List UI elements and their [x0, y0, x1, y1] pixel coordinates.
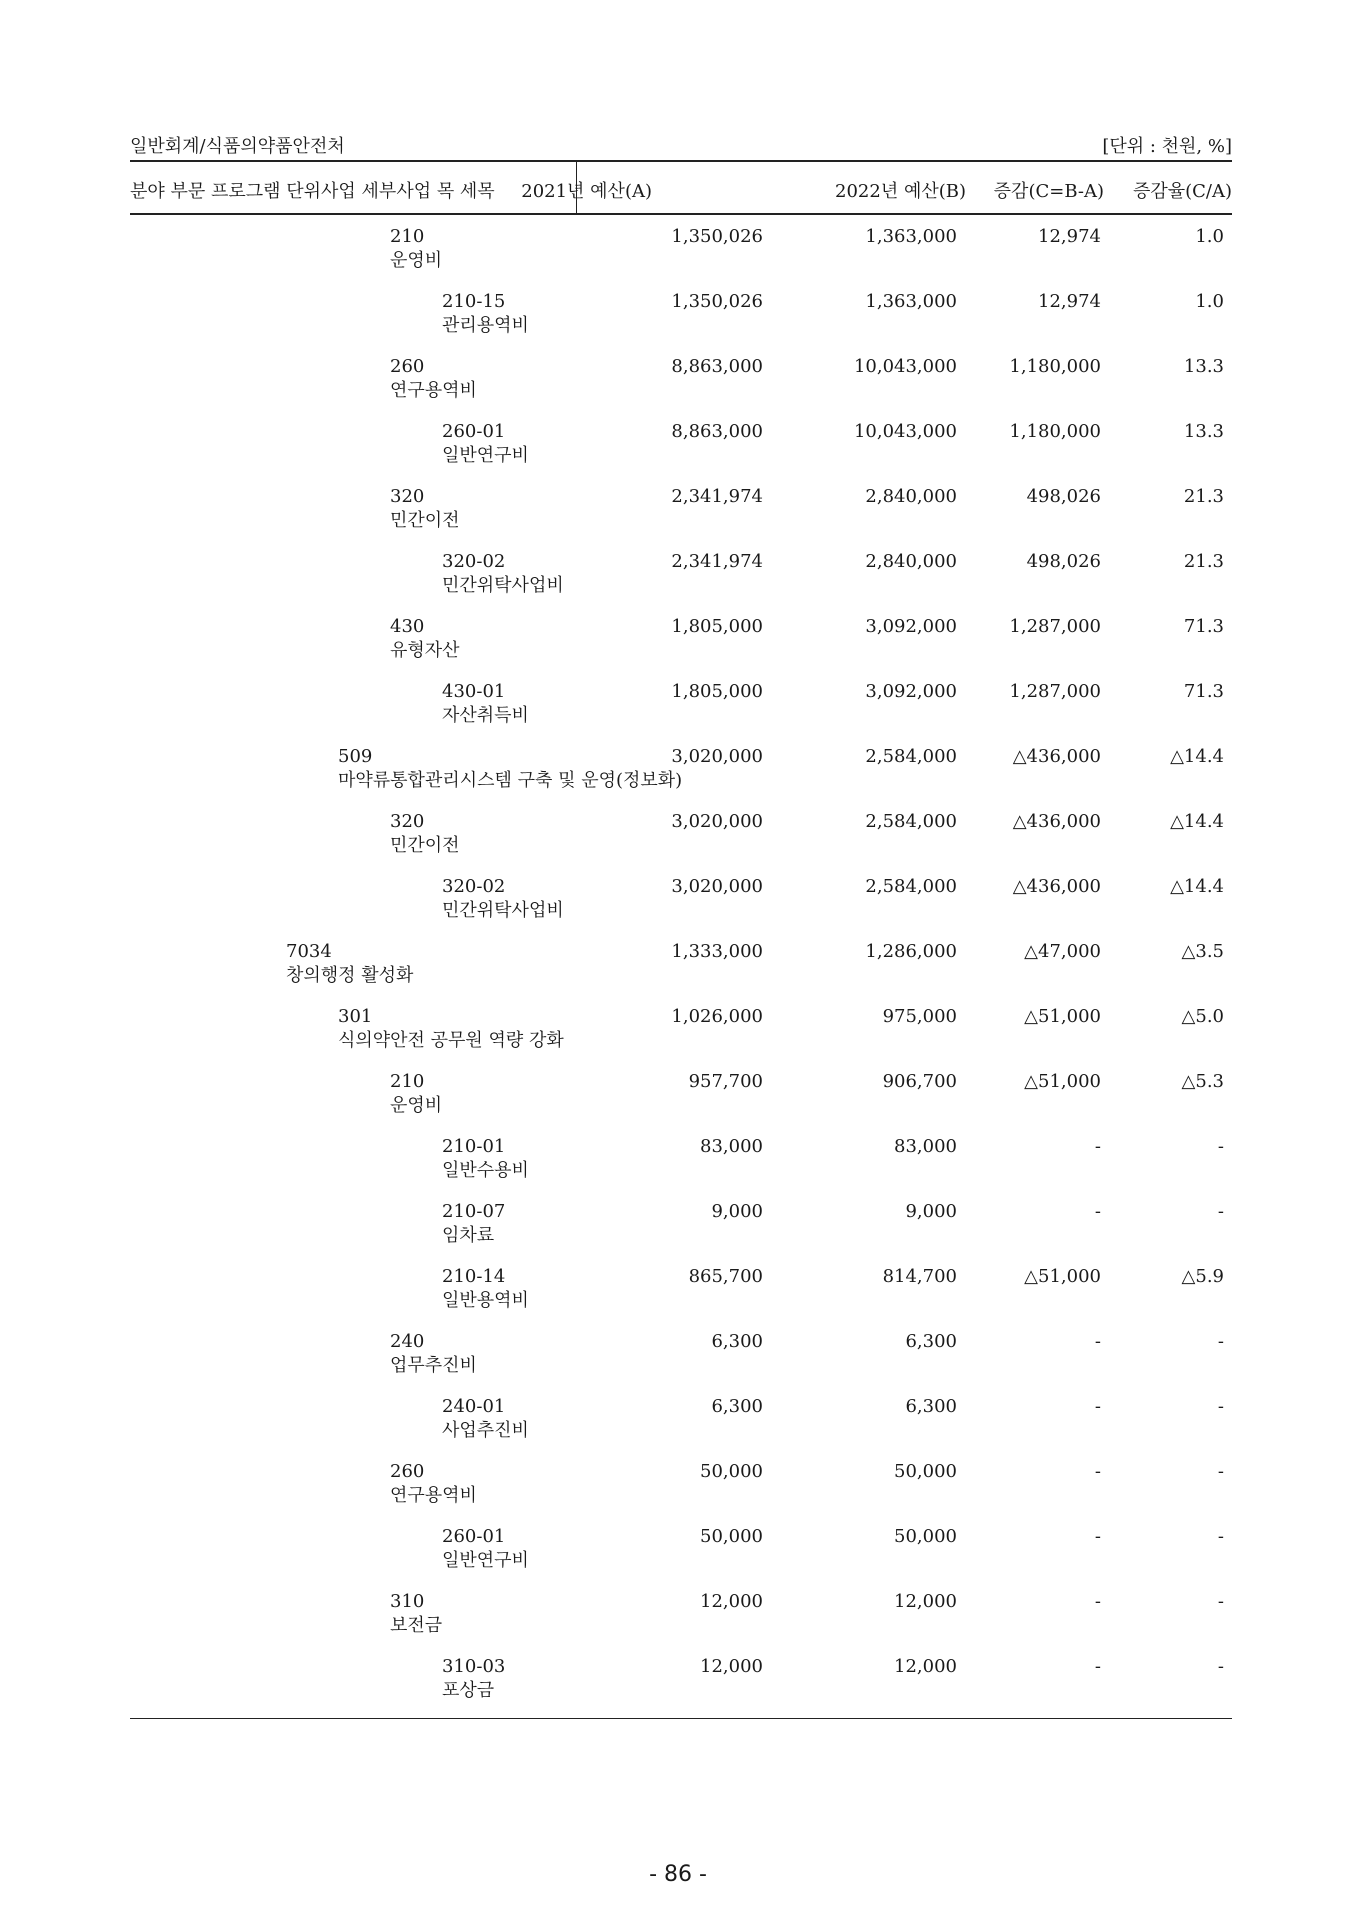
row-name: 보전금 [390, 1615, 443, 1636]
budget-2021-value: 1,350,026 [671, 291, 763, 312]
row-code: 260-01 [442, 421, 506, 442]
change-value: - [1094, 1526, 1101, 1547]
row-code: 210-01 [442, 1136, 506, 1157]
row-name: 관리용역비 [442, 315, 529, 336]
budget-2022-value: 50,000 [894, 1461, 957, 1482]
account-title: 일반회계/식품의약품안전처 [130, 136, 345, 157]
budget-2022-value: 50,000 [894, 1526, 957, 1547]
change-value: - [1094, 1136, 1101, 1157]
budget-2021-value: 865,700 [688, 1266, 763, 1287]
row-code: 430-01 [442, 681, 506, 702]
budget-2021-value: 1,026,000 [671, 1006, 763, 1027]
change-value: 498,026 [1026, 551, 1101, 572]
change-value: △436,000 [1012, 876, 1101, 897]
row-code: 310 [390, 1591, 425, 1612]
row-name: 일반용역비 [442, 1290, 529, 1311]
budget-2022-value: 3,092,000 [865, 616, 957, 637]
row-code: 320 [390, 486, 425, 507]
budget-2021-value: 1,805,000 [671, 616, 763, 637]
row-code: 310-03 [442, 1656, 506, 1677]
row-name: 연구용역비 [390, 380, 477, 401]
table-row [130, 805, 1232, 870]
row-name: 임차료 [442, 1225, 495, 1246]
change-rate-value: △14.4 [1170, 876, 1224, 897]
budget-2022-value: 2,584,000 [865, 746, 957, 767]
row-code: 260 [390, 1461, 425, 1482]
row-name: 일반수용비 [442, 1160, 529, 1181]
budget-2022-value: 10,043,000 [853, 356, 957, 377]
budget-2021-value: 12,000 [700, 1591, 763, 1612]
budget-2022-value: 2,840,000 [865, 486, 957, 507]
budget-2022-value: 6,300 [905, 1331, 957, 1352]
budget-2021-value: 3,020,000 [671, 746, 763, 767]
budget-2021-value: 3,020,000 [671, 811, 763, 832]
budget-2022-value: 3,092,000 [865, 681, 957, 702]
budget-2021-value: 12,000 [700, 1656, 763, 1677]
budget-2022-value: 1,286,000 [865, 941, 957, 962]
row-code: 240-01 [442, 1396, 506, 1417]
change-value: 498,026 [1026, 486, 1101, 507]
change-rate-value: 21.3 [1183, 551, 1224, 572]
budget-2021-value: 9,000 [711, 1201, 763, 1222]
change-value: - [1094, 1591, 1101, 1612]
row-name: 포상금 [442, 1680, 495, 1701]
table-row [130, 1065, 1232, 1130]
table-row [130, 935, 1232, 1000]
table-row [130, 870, 1232, 935]
table-row [130, 1455, 1232, 1520]
change-rate-value: 13.3 [1183, 421, 1224, 442]
row-code: 210-14 [442, 1266, 506, 1287]
table-row [130, 285, 1232, 350]
change-rate-value: △5.3 [1181, 1071, 1224, 1092]
change-value: △51,000 [1024, 1006, 1101, 1027]
budget-2021-value: 3,020,000 [671, 876, 763, 897]
change-value: - [1094, 1201, 1101, 1222]
change-value: - [1094, 1461, 1101, 1482]
change-rate-value: △5.0 [1181, 1006, 1224, 1027]
table-row [130, 220, 1232, 285]
change-value: △51,000 [1024, 1266, 1101, 1287]
change-rate-value: - [1217, 1331, 1224, 1352]
row-code: 210 [390, 1071, 425, 1092]
table-row [130, 1650, 1232, 1715]
row-name: 민간이전 [390, 835, 460, 856]
header-change-rate: 증감율(C/A) [1132, 181, 1232, 202]
row-name: 사업추진비 [442, 1420, 529, 1441]
table-row [130, 1390, 1232, 1455]
change-rate-value: - [1217, 1656, 1224, 1677]
change-rate-value: 1.0 [1195, 226, 1224, 247]
change-value: - [1094, 1396, 1101, 1417]
header-budget-2021: 2021년 예산(A) [521, 181, 652, 202]
header-category: 분야 부문 프로그램 단위사업 세부사업 목 세목 [130, 181, 495, 202]
budget-2021-value: 8,863,000 [671, 421, 763, 442]
budget-2022-value: 2,584,000 [865, 811, 957, 832]
budget-2021-value: 1,805,000 [671, 681, 763, 702]
row-name: 연구용역비 [390, 1485, 477, 1506]
row-name: 자산취득비 [442, 705, 529, 726]
budget-2021-value: 6,300 [711, 1331, 763, 1352]
change-value: - [1094, 1331, 1101, 1352]
row-name: 운영비 [390, 1095, 443, 1116]
table-row [130, 480, 1232, 545]
change-rate-value: - [1217, 1201, 1224, 1222]
row-code: 210 [390, 226, 425, 247]
table-row [130, 740, 1232, 805]
row-name: 창의행정 활성화 [286, 965, 414, 986]
table-row [130, 610, 1232, 675]
table-header-rule [130, 213, 1232, 215]
budget-2021-value: 1,333,000 [671, 941, 763, 962]
row-name: 일반연구비 [442, 1550, 529, 1571]
table-header [130, 162, 1232, 213]
change-rate-value: - [1217, 1136, 1224, 1157]
table-bottom-rule [130, 1718, 1232, 1719]
budget-2022-value: 814,700 [882, 1266, 957, 1287]
table-row [130, 1520, 1232, 1585]
row-name: 일반연구비 [442, 445, 529, 466]
row-code: 7034 [286, 941, 332, 962]
row-code: 240 [390, 1331, 425, 1352]
change-value: △51,000 [1024, 1071, 1101, 1092]
change-value: 1,287,000 [1009, 681, 1101, 702]
budget-2022-value: 10,043,000 [853, 421, 957, 442]
change-rate-value: △3.5 [1181, 941, 1224, 962]
budget-2022-value: 6,300 [905, 1396, 957, 1417]
budget-2021-value: 6,300 [711, 1396, 763, 1417]
change-value: 1,180,000 [1009, 421, 1101, 442]
row-name: 운영비 [390, 250, 443, 271]
budget-2022-value: 12,000 [894, 1591, 957, 1612]
row-name: 식의약안전 공무원 역량 강화 [338, 1030, 564, 1051]
budget-2021-value: 1,350,026 [671, 226, 763, 247]
budget-2021-value: 957,700 [688, 1071, 763, 1092]
budget-2022-value: 12,000 [894, 1656, 957, 1677]
row-code: 301 [338, 1006, 373, 1027]
change-value: 1,287,000 [1009, 616, 1101, 637]
change-rate-value: - [1217, 1396, 1224, 1417]
row-code: 509 [338, 746, 373, 767]
change-rate-value: 71.3 [1183, 616, 1224, 637]
change-rate-value: △5.9 [1181, 1266, 1224, 1287]
row-code: 320-02 [442, 551, 506, 572]
budget-2021-value: 2,341,974 [671, 551, 763, 572]
change-rate-value: △14.4 [1170, 746, 1224, 767]
row-code: 210-15 [442, 291, 506, 312]
budget-table-body [130, 220, 1232, 1715]
change-value: - [1094, 1656, 1101, 1677]
budget-2022-value: 975,000 [882, 1006, 957, 1027]
table-row [130, 1325, 1232, 1390]
table-row [130, 1585, 1232, 1650]
budget-2022-value: 2,584,000 [865, 876, 957, 897]
change-rate-value: 13.3 [1183, 356, 1224, 377]
row-code: 320-02 [442, 876, 506, 897]
budget-2021-value: 83,000 [700, 1136, 763, 1157]
table-row [130, 1130, 1232, 1195]
change-value: △436,000 [1012, 811, 1101, 832]
change-rate-value: - [1217, 1526, 1224, 1547]
change-value: △47,000 [1024, 941, 1101, 962]
row-name: 업무추진비 [390, 1355, 477, 1376]
header-change: 증감(C=B-A) [993, 181, 1104, 202]
budget-2022-value: 83,000 [894, 1136, 957, 1157]
table-row [130, 545, 1232, 610]
page-number: - 86 - [649, 1862, 707, 1887]
change-value: 12,974 [1038, 226, 1101, 247]
row-code: 320 [390, 811, 425, 832]
row-name: 민간이전 [390, 510, 460, 531]
budget-2022-value: 9,000 [905, 1201, 957, 1222]
budget-2022-value: 1,363,000 [865, 291, 957, 312]
table-row [130, 1000, 1232, 1065]
page-header [130, 132, 1232, 162]
change-rate-value: 21.3 [1183, 486, 1224, 507]
row-code: 430 [390, 616, 425, 637]
change-rate-value: 1.0 [1195, 291, 1224, 312]
table-row [130, 675, 1232, 740]
budget-2022-value: 2,840,000 [865, 551, 957, 572]
budget-2021-value: 2,341,974 [671, 486, 763, 507]
row-code: 260 [390, 356, 425, 377]
row-code: 260-01 [442, 1526, 506, 1547]
budget-2021-value: 50,000 [700, 1461, 763, 1482]
unit-label: [단위 : 천원, %] [1102, 136, 1232, 157]
change-value: △436,000 [1012, 746, 1101, 767]
budget-2021-value: 50,000 [700, 1526, 763, 1547]
table-row [130, 1195, 1232, 1260]
budget-2021-value: 8,863,000 [671, 356, 763, 377]
change-rate-value: - [1217, 1591, 1224, 1612]
change-value: 12,974 [1038, 291, 1101, 312]
row-name: 민간위탁사업비 [442, 575, 564, 596]
table-row [130, 350, 1232, 415]
row-name: 유형자산 [390, 640, 460, 661]
change-rate-value: △14.4 [1170, 811, 1224, 832]
budget-2022-value: 1,363,000 [865, 226, 957, 247]
row-code: 210-07 [442, 1201, 506, 1222]
row-name: 마약류통합관리시스템 구축 및 운영(정보화) [338, 770, 683, 791]
table-row [130, 415, 1232, 480]
change-rate-value: 71.3 [1183, 681, 1224, 702]
row-name: 민간위탁사업비 [442, 900, 564, 921]
change-rate-value: - [1217, 1461, 1224, 1482]
table-row [130, 1260, 1232, 1325]
change-value: 1,180,000 [1009, 356, 1101, 377]
header-budget-2022: 2022년 예산(B) [835, 181, 966, 202]
budget-2022-value: 906,700 [882, 1071, 957, 1092]
